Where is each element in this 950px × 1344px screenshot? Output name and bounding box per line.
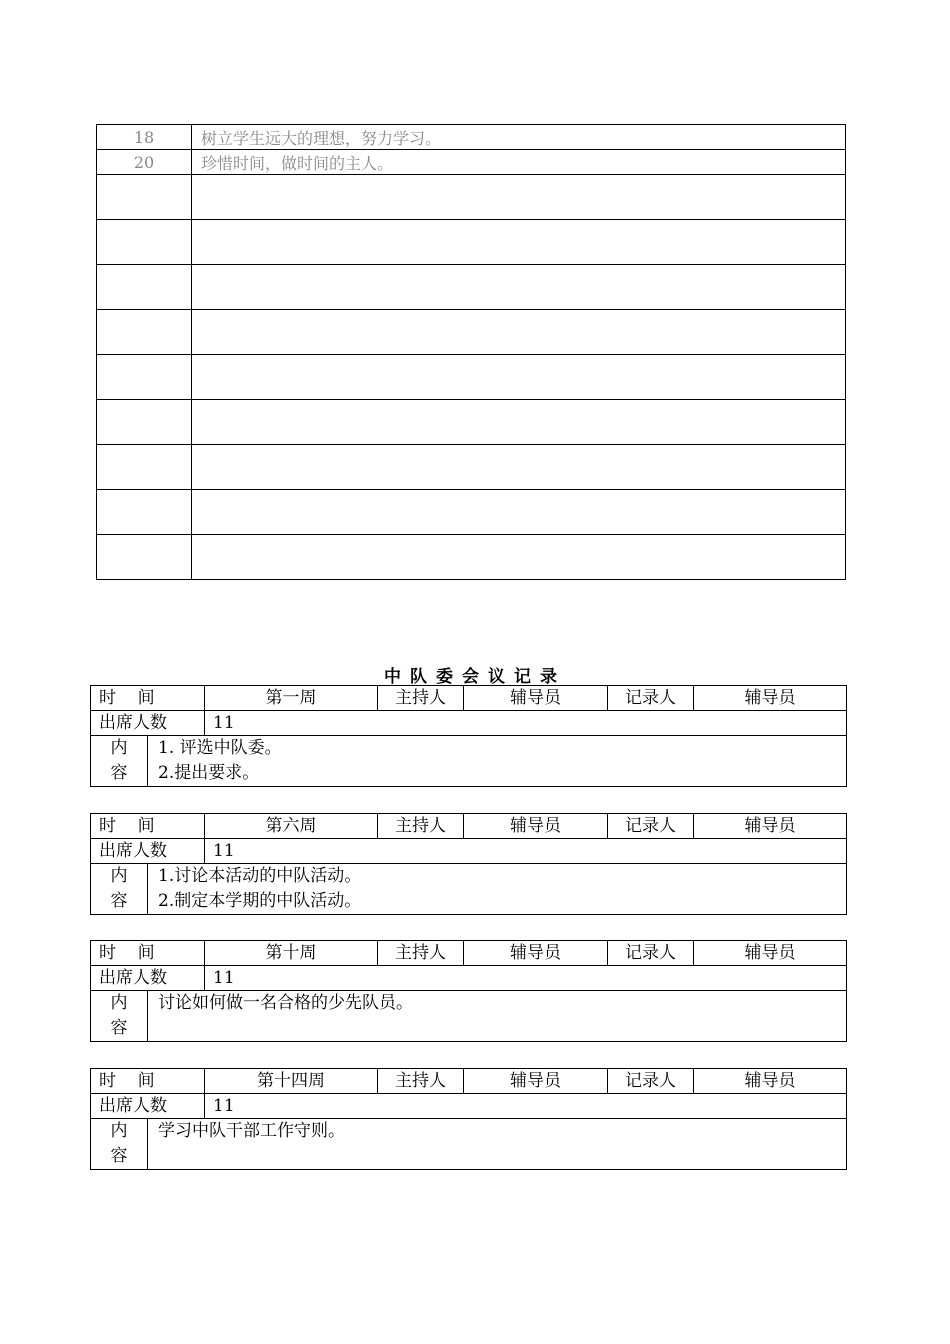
attendance-label: 出席人数 — [91, 839, 205, 864]
time-label: 时 间 — [91, 814, 205, 839]
content-value: 学习中队干部工作守则。 — [148, 1119, 847, 1170]
recorder-label: 记录人 — [608, 686, 694, 711]
table-row — [91, 991, 847, 1042]
week-value: 第一周 — [205, 686, 378, 711]
week-number — [97, 220, 192, 265]
table-row — [97, 265, 846, 310]
meeting-record-table — [90, 940, 847, 1042]
content-label: 内 容 — [91, 864, 148, 915]
recorder-value: 辅导员 — [694, 941, 847, 966]
recorder-value: 辅导员 — [694, 1069, 847, 1094]
recorder-value: 辅导员 — [694, 814, 847, 839]
week-number — [97, 535, 192, 580]
week-number — [97, 400, 192, 445]
attendance-value: 11 — [205, 966, 847, 991]
week-number — [97, 175, 192, 220]
plan-text — [192, 535, 846, 580]
table-row — [91, 686, 847, 711]
week-number: 20 — [97, 150, 192, 175]
week-number — [97, 310, 192, 355]
table-row — [97, 355, 846, 400]
week-value: 第六周 — [205, 814, 378, 839]
table-row — [97, 400, 846, 445]
content-label: 内 容 — [91, 736, 148, 787]
plan-text — [192, 355, 846, 400]
host-value: 辅导员 — [464, 814, 608, 839]
week-number — [97, 445, 192, 490]
plan-text — [192, 400, 846, 445]
plan-text — [192, 310, 846, 355]
table-row — [91, 1094, 847, 1119]
time-label: 时 间 — [91, 1069, 205, 1094]
plan-text — [192, 175, 846, 220]
plan-text: 树立学生远大的理想，努力学习。 — [192, 125, 846, 150]
plan-table — [96, 124, 846, 580]
week-value: 第十四周 — [205, 1069, 378, 1094]
week-number — [97, 490, 192, 535]
host-value: 辅导员 — [464, 1069, 608, 1094]
week-number — [97, 265, 192, 310]
host-value: 辅导员 — [464, 686, 608, 711]
table-row — [97, 535, 846, 580]
recorder-label: 记录人 — [608, 941, 694, 966]
content-value: 讨论如何做一名合格的少先队员。 — [148, 991, 847, 1042]
table-row — [97, 125, 846, 150]
attendance-label: 出席人数 — [91, 966, 205, 991]
host-label: 主持人 — [378, 941, 464, 966]
table-row — [97, 490, 846, 535]
table-row — [91, 941, 847, 966]
host-value: 辅导员 — [464, 941, 608, 966]
meeting-record-table — [90, 685, 847, 787]
attendance-value: 11 — [205, 1094, 847, 1119]
time-label: 时 间 — [91, 941, 205, 966]
table-row — [97, 310, 846, 355]
table-row — [91, 1119, 847, 1170]
week-number — [97, 355, 192, 400]
time-label: 时 间 — [91, 686, 205, 711]
table-row — [91, 839, 847, 864]
meeting-record-table — [90, 813, 847, 915]
page-title: 中队委会议记录 — [384, 667, 566, 687]
attendance-value: 11 — [205, 839, 847, 864]
plan-text: 珍惜时间，做时间的主人。 — [192, 150, 846, 175]
table-row — [91, 814, 847, 839]
recorder-label: 记录人 — [608, 814, 694, 839]
meeting-record-table — [90, 1068, 847, 1170]
plan-text — [192, 265, 846, 310]
table-row — [91, 864, 847, 915]
host-label: 主持人 — [378, 814, 464, 839]
table-row — [91, 966, 847, 991]
content-value: 1. 评选中队委。 2.提出要求。 — [148, 736, 847, 787]
table-row — [97, 150, 846, 175]
table-row — [91, 1069, 847, 1094]
content-label: 内 容 — [91, 1119, 148, 1170]
table-row — [97, 445, 846, 490]
attendance-value: 11 — [205, 711, 847, 736]
recorder-value: 辅导员 — [694, 686, 847, 711]
plan-text — [192, 490, 846, 535]
host-label: 主持人 — [378, 1069, 464, 1094]
content-value: 1.讨论本活动的中队活动。 2.制定本学期的中队活动。 — [148, 864, 847, 915]
attendance-label: 出席人数 — [91, 711, 205, 736]
table-row — [97, 175, 846, 220]
week-value: 第十周 — [205, 941, 378, 966]
attendance-label: 出席人数 — [91, 1094, 205, 1119]
table-row — [91, 711, 847, 736]
plan-text — [192, 445, 846, 490]
table-row — [97, 220, 846, 265]
table-row — [91, 736, 847, 787]
week-number: 18 — [97, 125, 192, 150]
host-label: 主持人 — [378, 686, 464, 711]
plan-text — [192, 220, 846, 265]
recorder-label: 记录人 — [608, 1069, 694, 1094]
content-label: 内 容 — [91, 991, 148, 1042]
